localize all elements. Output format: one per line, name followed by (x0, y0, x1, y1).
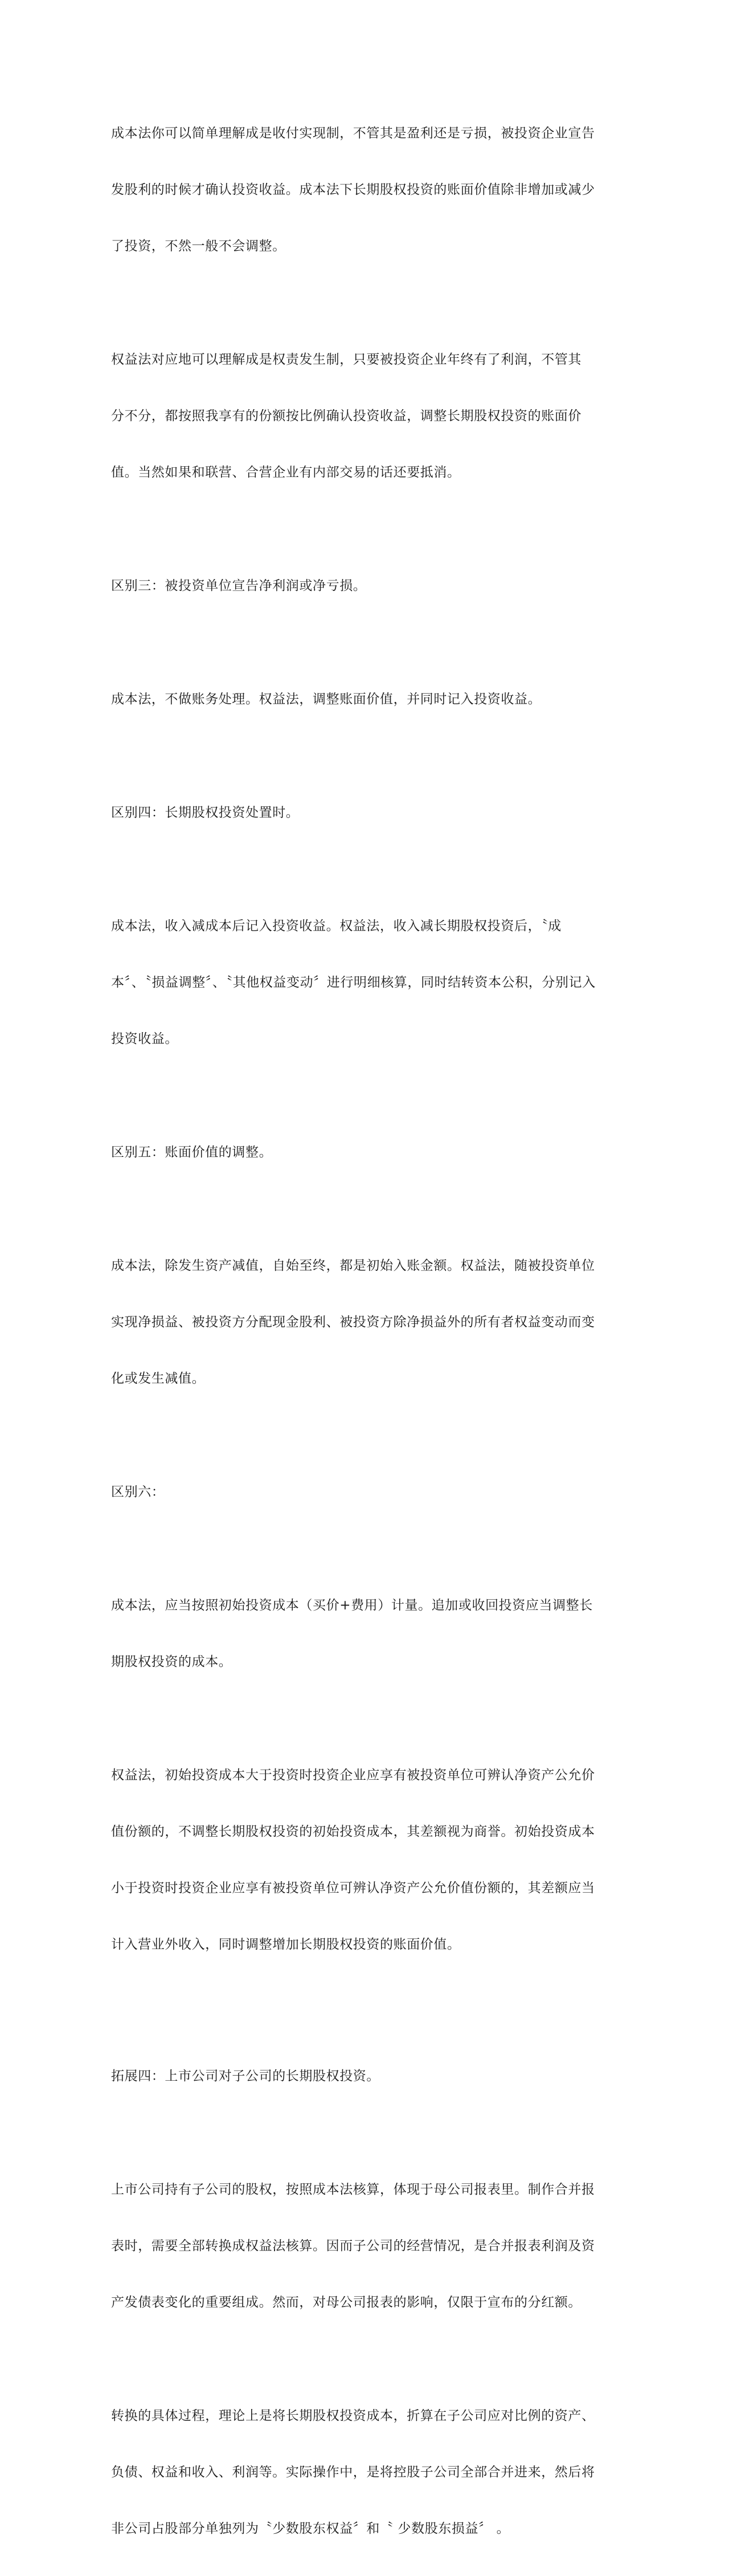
text-line: 成本法，应当按照初始投资成本（买价+费用）计量。追加或收回投资应当调整长 (111, 1598, 593, 1613)
text-line: 发股利的时候才确认投资收益。成本法下长期股权投资的账面价值除非增加或减少 (111, 182, 595, 197)
text-line: 成本法，收入减成本后记入投资收益。权益法，收入减长期股权投资后，〝成 (111, 919, 562, 934)
text-line: 负债、权益和收入、利润等。实际操作中，是将控股子公司全部合并进来，然后将 (111, 2465, 595, 2480)
heading-extension-four (111, 2029, 624, 2123)
text-line: 本〞、〝损益调整〞、〝其他权益变动〞进行明细核算，同时结转资本公积，分别记入 (111, 975, 596, 990)
paragraph-listed-company-holding (111, 2143, 624, 2350)
heading-difference-five (111, 1106, 624, 1200)
text-line: 拓展四：上市公司对子公司的长期股权投资。 (111, 2069, 380, 2084)
text-line: 了投资，不然一般不会调整。 (111, 239, 286, 254)
text-line: 小于投资时投资企业应享有被投资单位可辨认净资产公允价值份额的，其差额应当 (111, 1881, 595, 1896)
text-line: 转换的具体过程，理论上是将长期股权投资成本，折算在子公司应对比例的资产、 (111, 2408, 595, 2423)
document-body (111, 87, 624, 2576)
text-line: 分不分，都按照我享有的份额按比例确认投资收益，调整长期股权投资的账面价 (111, 409, 581, 423)
text-line: 成本法你可以简单理解成是收付实现制，不管其是盈利还是亏损，被投资企业宣告 (111, 126, 595, 141)
paragraph-difference-five (111, 1219, 624, 1426)
text-line: 产发债表变化的重要组成。然而，对母公司报表的影响，仅限于宣布的分红额。 (111, 2295, 581, 2310)
text-line: 期股权投资的成本。 (111, 1654, 232, 1669)
text-line: 区别三：被投资单位宣告净利润或净亏损。 (111, 578, 367, 593)
paragraph-difference-six-cost (111, 1559, 624, 1709)
text-line: 值份额的，不调整长期股权投资的初始投资成本，其差额视为商誉。初始投资成本 (111, 1824, 595, 1839)
text-line: 成本法，除发生资产减值，自始至终，都是初始入账金额。权益法，随被投资单位 (111, 1258, 595, 1273)
text-line: 表时，需要全部转换成权益法核算。因而子公司的经营情况，是合并报表利润及资 (111, 2239, 595, 2253)
text-line: 计入营业外收入，同时调整增加长期股权投资的账面价值。 (111, 1937, 461, 1952)
paragraph-cost-method-intro (111, 87, 624, 294)
paragraph-difference-three (111, 653, 624, 747)
text-line: 权益法，初始投资成本大于投资时投资企业应享有被投资单位可辨认净资产公允价 (111, 1768, 595, 1783)
heading-difference-four (111, 766, 624, 860)
paragraph-equity-method-intro (111, 313, 624, 520)
text-line: 值。当然如果和联营、合营企业有内部交易的话还要抵消。 (111, 465, 461, 480)
heading-difference-three (111, 539, 624, 633)
text-line: 权益法对应地可以理解成是权责发生制，只要被投资企业年终有了利润，不管其 (111, 352, 581, 367)
paragraph-difference-four (111, 879, 624, 1086)
heading-difference-six (111, 1445, 624, 1539)
text-line: 投资收益。 (111, 1032, 178, 1046)
text-line: 非公司占股部分单独列为〝少数股东权益〞和〝 少数股东损益〞 。 (111, 2521, 510, 2536)
text-line: 区别四：长期股权投资处置时。 (111, 805, 300, 820)
paragraph-conversion-process (111, 2369, 624, 2576)
text-line: 区别五：账面价值的调整。 (111, 1145, 273, 1160)
text-line: 上市公司持有子公司的股权，按照成本法核算，体现于母公司报表里。制作合并报 (111, 2182, 595, 2197)
text-line: 成本法，不做账务处理。权益法，调整账面价值，并同时记入投资收益。 (111, 692, 542, 707)
text-line: 实现净损益、被投资方分配现金股利、被投资方除净损益外的所有者权益变动而变 (111, 1315, 595, 1330)
paragraph-difference-six-equity (111, 1729, 624, 1992)
text-line: 化或发生减值。 (111, 1371, 206, 1386)
text-line: 区别六： (111, 1485, 165, 1499)
